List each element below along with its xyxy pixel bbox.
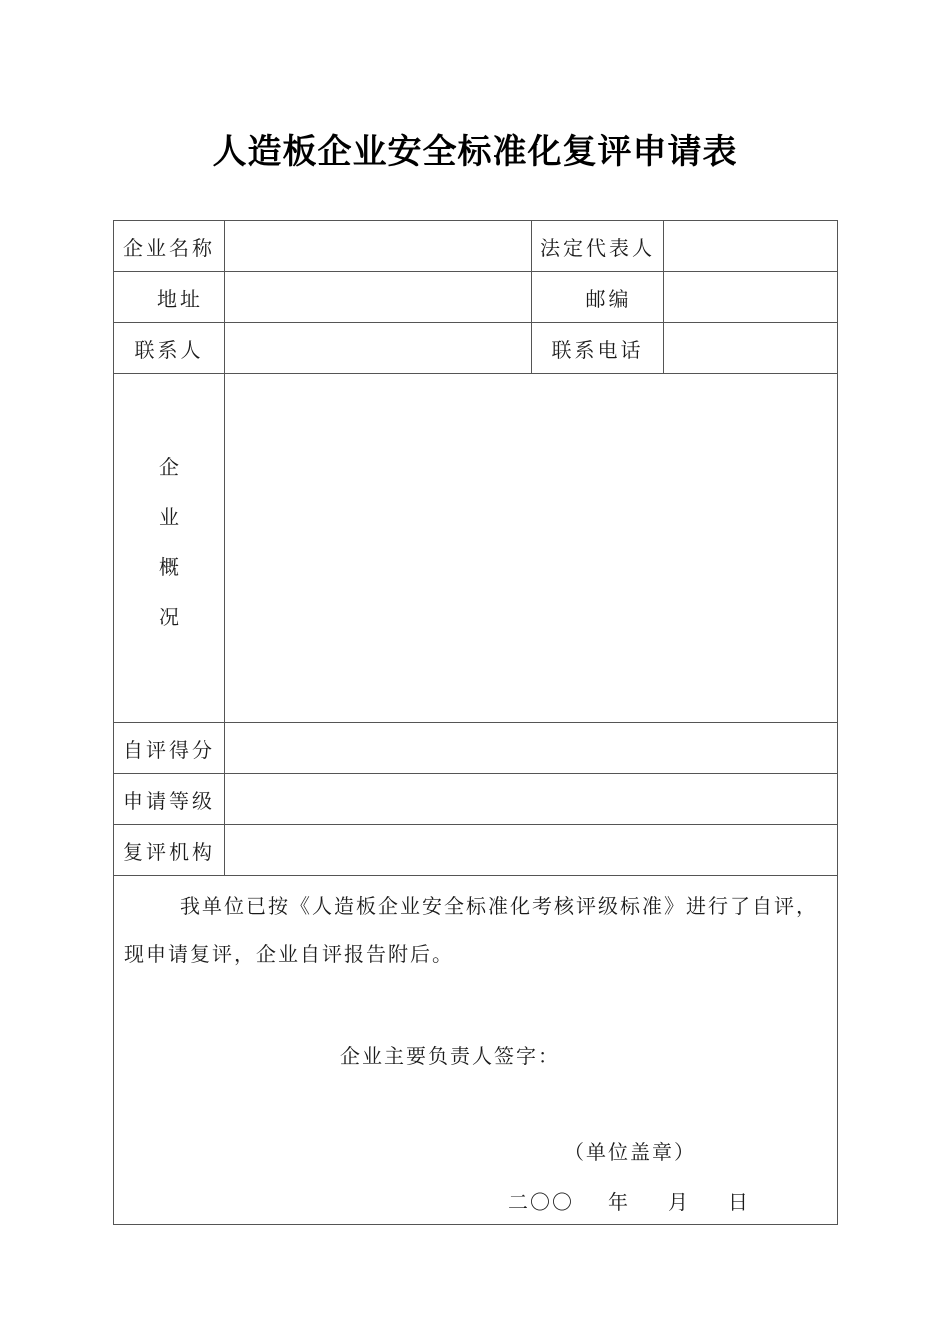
declaration-cell <box>114 876 838 1225</box>
legal-rep-field[interactable] <box>664 221 838 272</box>
form-row-company <box>114 221 838 272</box>
form-row-address <box>114 272 838 323</box>
declaration-block <box>114 876 837 1224</box>
review-org-label: 复评机构 <box>114 825 225 876</box>
date-month-label: 月 <box>668 1190 690 1214</box>
legal-rep-label: 法定代表人 <box>532 221 664 272</box>
phone-label: 联系电话 <box>532 323 664 374</box>
page-title: 人造板企业安全标准化复评申请表 <box>212 132 738 172</box>
contact-label: 联系人 <box>114 323 225 374</box>
declaration-line-2: 现申请复评，企业自评报告附后。 <box>124 942 454 966</box>
overview-label-char: 况 <box>159 604 179 629</box>
declaration-line-1: 我单位已按《人造板企业安全标准化考核评级标准》进行了自评， <box>180 894 818 918</box>
self-score-field[interactable] <box>225 723 838 774</box>
company-name-field[interactable] <box>225 221 532 272</box>
apply-level-label: 申请等级 <box>114 774 225 825</box>
review-org-field[interactable] <box>225 825 838 876</box>
overview-field[interactable] <box>225 374 838 723</box>
overview-label-char: 概 <box>159 554 179 579</box>
form-row-self-score <box>114 723 838 774</box>
phone-field[interactable] <box>664 323 838 374</box>
date-day-label: 日 <box>728 1190 750 1214</box>
overview-label-char: 业 <box>159 504 179 529</box>
postcode-field[interactable] <box>664 272 838 323</box>
company-name-label: 企业名称 <box>114 221 225 272</box>
overview-label <box>114 374 225 723</box>
date-line <box>508 1186 750 1215</box>
application-form-table <box>113 220 838 1225</box>
address-field[interactable] <box>225 272 532 323</box>
address-label: 地址 <box>114 272 225 323</box>
form-row-overview <box>114 374 838 723</box>
form-row-review-org <box>114 825 838 876</box>
form-row-contact <box>114 323 838 374</box>
overview-label-char: 企 <box>159 454 179 479</box>
form-row-declaration <box>114 876 838 1225</box>
seal-label: （单位盖章） <box>564 1140 696 1164</box>
signature-label: 企业主要负责人签字： <box>340 1044 560 1068</box>
date-year-label: 年 <box>608 1190 630 1214</box>
postcode-label: 邮编 <box>532 272 664 323</box>
date-year-prefix: 二〇〇 <box>508 1190 574 1214</box>
self-score-label: 自评得分 <box>114 723 225 774</box>
contact-field[interactable] <box>225 323 532 374</box>
apply-level-field[interactable] <box>225 774 838 825</box>
form-row-apply-level <box>114 774 838 825</box>
